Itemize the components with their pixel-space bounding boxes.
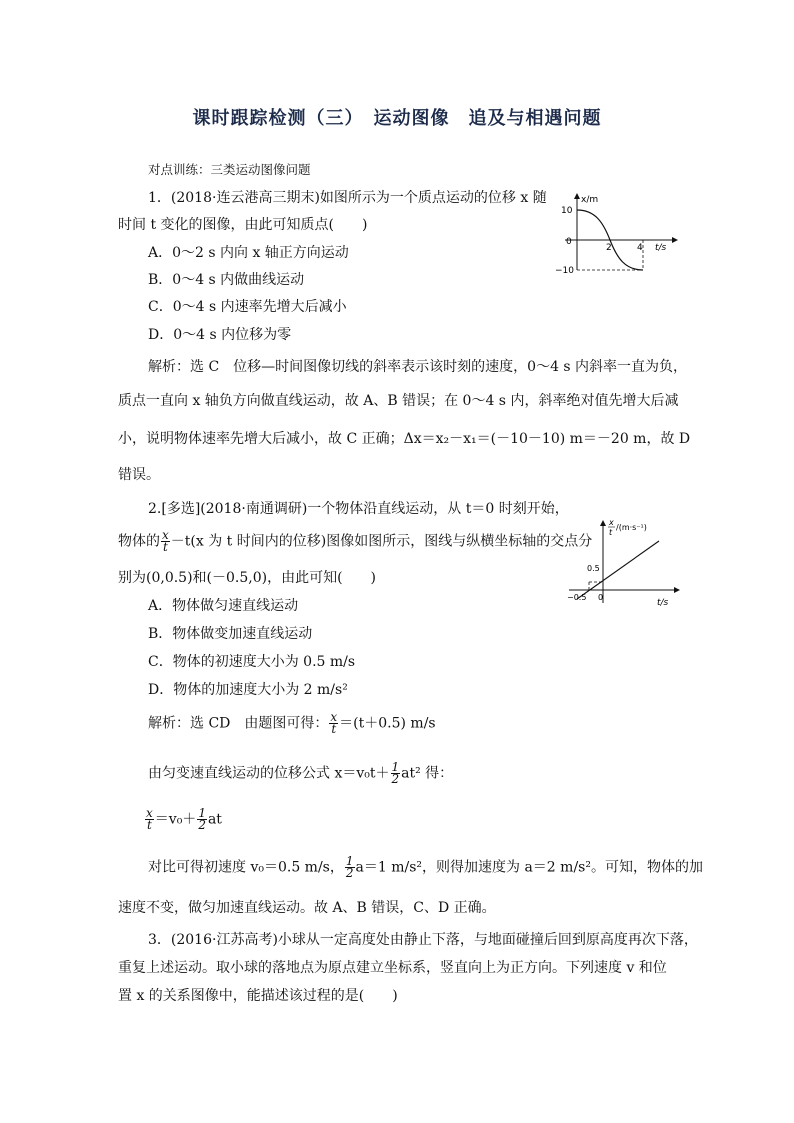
q2-graph-frac-t: t [609, 528, 613, 537]
q2-graph-xlabel: t/s [657, 598, 669, 608]
q1-solution-line3: 小，说明物体速率先增大后减小，故 C 正确；Δx＝x₂－x₁＝(－10－10) m＝－20 m，故 D [118, 431, 691, 447]
q2-line3: 别为(0,0.5)和(－0.5,0)，由此可知( ) [118, 570, 377, 586]
q3-line2: 重复上述运动。取小球的落地点为原点建立坐标系，竖直向上为正方向。下列速度 v 和位 [118, 960, 667, 976]
q2-option-b: B．物体做变加速直线运动 [148, 626, 313, 642]
q2-graph-xtick-neg: −0.5 [567, 593, 587, 602]
q1-option-c: C．0～4 s 内速率先增大后减小 [148, 299, 347, 315]
q2-solution-line4: 对比可得初速度 v₀＝0.5 m/s， $\frac{1}{2}$ a＝1 m/s²，则得加速度为 a＝2 m/s²。可知，物体的加 [148, 854, 703, 880]
q1-graph-xtick-2: 2 [606, 243, 612, 253]
q1-solution-line2: 质点一直向 x 轴负方向做直线运动，故 A、B 错误；在 0～4 s 内，斜率绝对值先增大后减 [118, 393, 679, 409]
q2-solution-line2: 由匀变速直线运动的位移公式 x＝v₀t＋ $\frac{1}{2}$ at² 得： [148, 760, 454, 786]
q1-graph-ytick-neg10: −10 [555, 266, 574, 276]
q1-option-d: D．0～4 s 内位移为零 [148, 327, 292, 343]
q3-line1: 3．(2016·江苏高考)小球从一定高度处由静止下落，与地面碰撞后回到原高度再次下落， [148, 932, 698, 948]
q2-graph-ytick: 0.5 [587, 564, 600, 573]
q2-line2-a: 物体的 [118, 533, 160, 550]
q2-sol-frac-xt: $\frac{x}{t}$ [330, 710, 338, 736]
q2-solution-line3: $\frac{x}{t}$ ＝v₀＋ $\frac{1}{2}$ at [146, 806, 222, 832]
section-heading: 对点训练：三类运动图像问题 [148, 162, 311, 177]
q1-line1: 1．(2018·连云港高三期末)如图所示为一个质点运动的位移 x 随 [148, 190, 547, 206]
q1-solution-line4: 错误。 [118, 467, 160, 483]
q2-solution-line1: 解析：选 CD 由题图可得： $\frac{x}{t}$ ＝(t＋0.5) m/s [148, 710, 436, 736]
q1-xt-graph [555, 190, 685, 280]
q2-frac-xt: $\frac{x}{t}$ [162, 528, 169, 554]
q2-sol-frac-half3: $\frac{1}{2}$ [345, 854, 354, 880]
q2-graph-xtick-0: 0 [598, 593, 604, 602]
q1-line2: 时间 t 变化的图像，由此可知质点( ) [118, 217, 368, 233]
q2-graph-ylabel: /(m·s⁻¹) [616, 523, 647, 532]
q2-sol-frac-half2: $\frac{1}{2}$ [198, 806, 206, 832]
q1-graph-ylabel: x/m [581, 195, 599, 205]
q2-solution-line5: 速度不变，做匀加速直线运动。故 A、B 错误，C、D 正确。 [118, 900, 496, 916]
q1-option-b: B．0～4 s 内做曲线运动 [148, 272, 305, 288]
q2-option-d: D．物体的加速度大小为 2 m/s² [148, 682, 348, 698]
q1-graph-ytick-10: 10 [561, 206, 573, 216]
q1-graph-ytick-0: 0 [566, 237, 572, 247]
q2-line2-b: －t(x 为 t 时间内的位移)图像如图所示，图线与纵横坐标轴的交点分 [170, 533, 593, 550]
q2-line1: 2.[多选](2018·南通调研)一个物体沿直线运动，从 t＝0 时刻开始， [148, 501, 569, 517]
q2-sol-frac-half: $\frac{1}{2}$ [391, 760, 400, 786]
q2-graph-frac-x: x [609, 518, 614, 527]
q2-sol-frac-xt2: $\frac{x}{t}$ [146, 806, 153, 832]
page-title: 课时跟踪检测（三） 运动图像 追及与相遇问题 [192, 108, 602, 129]
q2-line2 [118, 530, 592, 553]
q2-option-a: A．物体做匀速直线运动 [148, 598, 299, 614]
q1-solution-line1: 解析：选 C 位移—时间图像切线的斜率表示该时刻的速度，0～4 s 内斜率一直为负， [148, 359, 688, 375]
q1-graph-xtick-4: 4 [637, 243, 643, 253]
q2-graph [565, 515, 690, 610]
q3-line3: 置 x 的关系图像中，能描述该过程的是( ) [118, 988, 398, 1004]
q1-option-a: A．0～2 s 内向 x 轴正方向运动 [148, 245, 349, 261]
q1-graph-xlabel: t/s [655, 243, 667, 253]
q2-option-c: C．物体的初速度大小为 0.5 m/s [148, 654, 356, 670]
